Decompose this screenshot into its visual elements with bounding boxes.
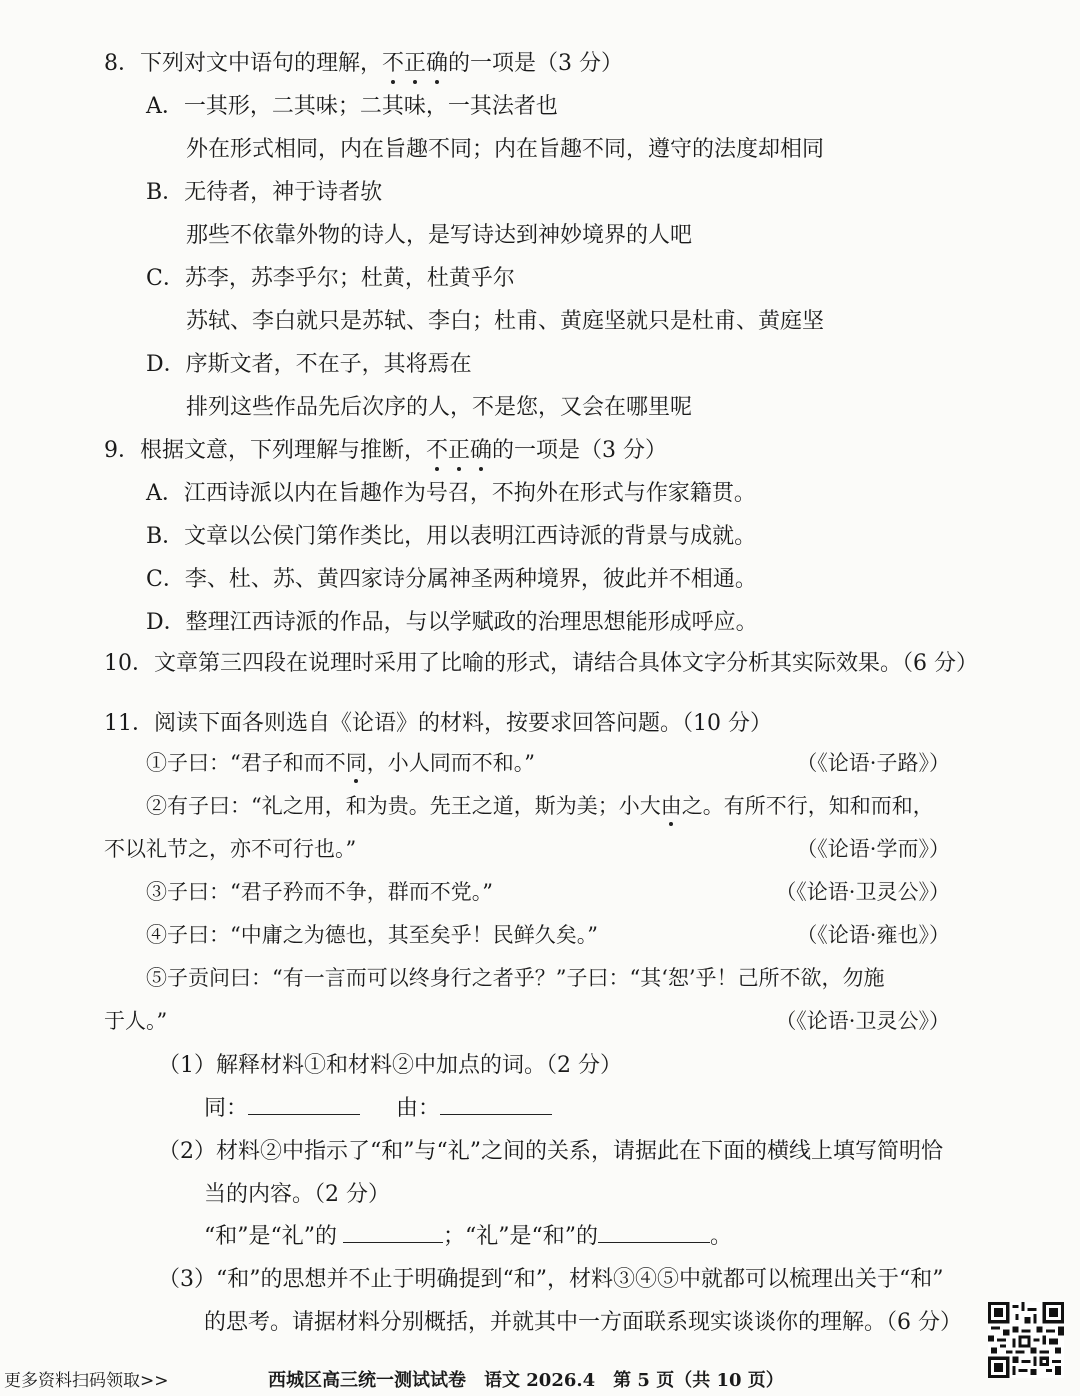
material-4-source: （《论语·雍也》） [796,923,950,947]
q9-option-a: A．江西诗派以内在旨趣作为号召，不拘外在形式与作家籍贯。 [146,481,756,506]
material-5-cont: 于人。” [104,1009,168,1033]
emphasis-char: 不 [426,438,449,463]
question-9-stem [104,433,1080,464]
material-1-source: （《论语·子路》） [796,751,950,775]
q8-option-d-explain: 排列这些作品先后次序的人，不是您，又会在哪里呢 [186,395,693,420]
sub-question-1: （1）解释材料①和材料②中加点的词。（2 分） [158,1053,622,1078]
q8-option-a: A．一其形，二其味；二其味，一其法者也 [146,94,558,119]
answer-label: 同： [204,1096,249,1121]
q8-option-c-explain: 苏轼、李白就只是苏轼、李白；杜甫、黄庭坚就只是杜甫、黄庭坚 [186,309,825,334]
qr-code[interactable] [988,1302,1064,1378]
q9-stem-text: 9．根据文意，下列理解与推断， [104,438,426,463]
answer-blank[interactable] [343,1222,443,1243]
q8-option-a-explain: 外在形式相同，内在旨趣不同；内在旨趣不同，遵守的法度却相同 [186,137,825,162]
sub1-answer-row [204,1091,1080,1122]
q9-option-c: C．李、杜、苏、黄四家诗分属神圣两种境界，彼此并不相通。 [146,567,757,592]
emphasis-char: 正 [448,438,471,463]
material-5-source: （《论语·卫灵公》） [775,1009,950,1033]
q8-option-c: C．苏李，苏李乎尔；杜黄，杜黄乎尔 [146,266,515,291]
answer-blank[interactable] [248,1094,360,1115]
material-text: ②有子曰：“礼之用，和为贵。先王之道，斯为美；小大 [146,794,661,818]
sub-question-2-cont: 当的内容。（2 分） [204,1182,390,1207]
material-text: ，小人同而不和。” [366,751,535,775]
fill-text: “和”是“礼”的 [204,1224,337,1249]
emphasis-char: 确 [426,51,449,76]
q9-score: 的一项是（3 分） [492,438,668,463]
material-2-source: （《论语·学而》） [796,837,950,861]
sub-question-3: （3）“和”的思想并不止于明确提到“和”，材料③④⑤中就都可以梳理出关于“和” [158,1267,944,1292]
emphasis-char: 确 [470,438,493,463]
material-3-source: （《论语·卫灵公》） [775,880,950,904]
footer-promo: 更多资料扫码领取>> [4,1371,169,1391]
question-10: 10．文章第三四段在说理时采用了比喻的形式，请结合具体文字分析其实际效果。（6 分） [104,651,978,676]
q8-option-b: B．无待者，神于诗者欤 [146,180,383,205]
q8-option-b-explain: 那些不依靠外物的诗人，是写诗达到神妙境界的人吧 [186,223,693,248]
material-2-cont: 不以礼节之，亦不可行也。” [104,837,357,861]
answer-blank[interactable] [440,1094,552,1115]
material-2 [146,790,1080,820]
material-3: ③子曰：“君子矜而不争，群而不党。” [146,880,493,904]
q9-option-d: D．整理江西诗派的作品，与以学赋政的治理思想能形成呼应。 [146,610,758,635]
q8-score: 的一项是（3 分） [448,51,624,76]
material-5: ⑤子贡问曰：“有一言而可以终身行之者乎？”子曰：“其‘恕’乎！己所不欲，勿施 [146,966,885,990]
answer-label: 由： [396,1096,441,1121]
fill-text: 。 [710,1224,733,1249]
emphasis-char: 正 [404,51,427,76]
material-text: ①子曰：“君子和而不 [146,751,346,775]
q9-option-b: B．文章以公侯门第作类比，用以表明江西诗派的背景与成就。 [146,524,757,549]
footer-page-info: 西城区高三统一测试试卷 语文 2026.4 第 5 页（共 10 页） [268,1370,784,1391]
sub-question-3-cont: 的思考。请据材料分别概括，并就其中一方面联系现实谈谈你的理解。（6 分） [204,1310,962,1335]
emphasis-char: 由 [660,794,682,818]
fill-text: ；“礼”是“和”的 [443,1224,598,1249]
sub2-fill-row [204,1219,1080,1250]
q8-option-d: D．序斯文者，不在子，其将焉在 [146,352,472,377]
emphasis-char: 不 [382,51,405,76]
material-text: 之。有所不行，知和而和， [681,794,934,818]
emphasis-char: 同 [345,751,367,775]
q8-stem-text: 8．下列对文中语句的理解， [104,51,382,76]
answer-blank[interactable] [598,1222,710,1243]
sub-question-2: （2）材料②中指示了“和”与“礼”之间的关系，请据此在下面的横线上填写简明恰 [158,1139,943,1164]
material-4: ④子曰：“中庸之为德也，其至矣乎！民鲜久矣。” [146,923,598,947]
question-8-stem [104,46,1080,77]
question-11-title: 11．阅读下面各则选自《论语》的材料，按要求回答问题。（10 分） [104,711,772,736]
